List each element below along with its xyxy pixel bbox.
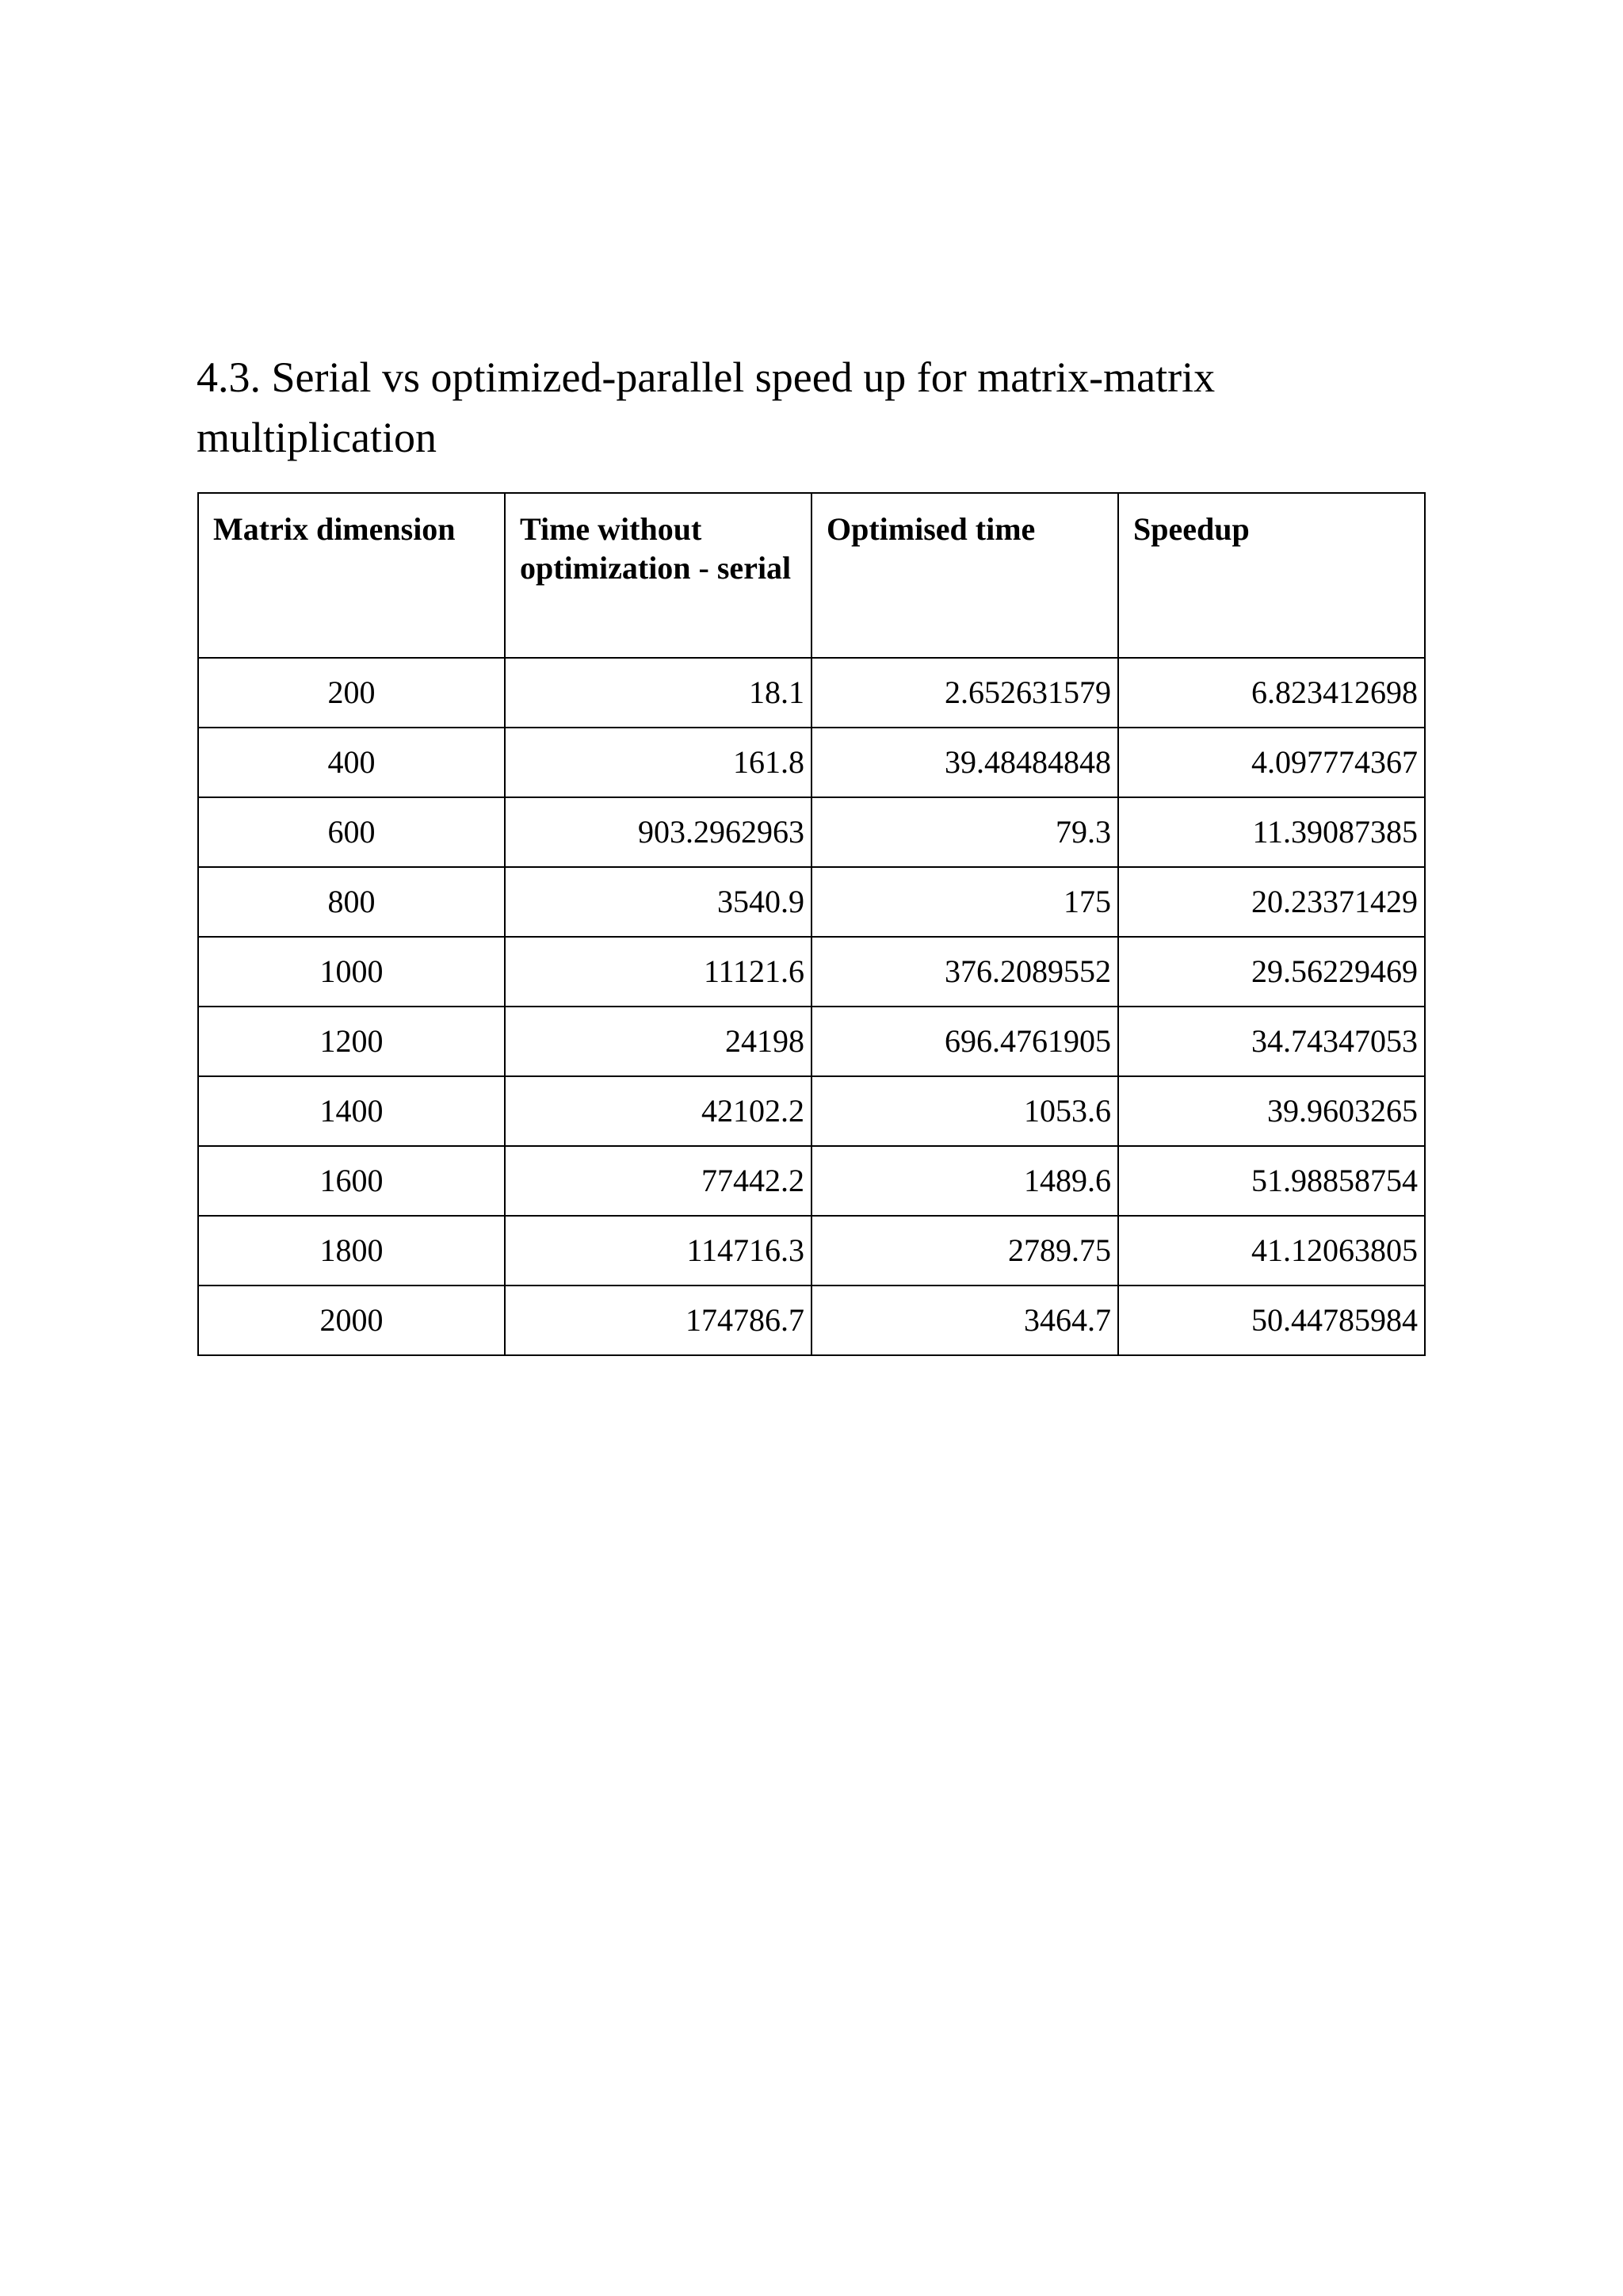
- table-row: [198, 1146, 1425, 1216]
- table-row: [198, 658, 1425, 728]
- cell-speedup: 51.98858754: [1118, 1146, 1425, 1216]
- table-row: [198, 937, 1425, 1007]
- cell-speedup: 50.44785984: [1118, 1286, 1425, 1355]
- cell-serial-time: 161.8: [505, 728, 812, 797]
- table-row: [198, 867, 1425, 937]
- cell-serial-time: 114716.3: [505, 1216, 812, 1286]
- cell-matrix-dimension: 1600: [198, 1146, 505, 1216]
- cell-optimised-time: 1489.6: [812, 1146, 1118, 1216]
- cell-optimised-time: 2.652631579: [812, 658, 1118, 728]
- cell-matrix-dimension: 2000: [198, 1286, 505, 1355]
- cell-speedup: 39.9603265: [1118, 1076, 1425, 1146]
- cell-speedup: 20.23371429: [1118, 867, 1425, 937]
- header-optimised-time: Optimised time: [812, 493, 1118, 658]
- cell-serial-time: 903.2962963: [505, 797, 812, 867]
- speedup-table: [197, 492, 1426, 1356]
- cell-matrix-dimension: 800: [198, 867, 505, 937]
- cell-serial-time: 174786.7: [505, 1286, 812, 1355]
- cell-speedup: 4.097774367: [1118, 728, 1425, 797]
- section-heading: 4.3. Serial vs optimized-parallel speed up for matrix-matrix multiplication: [197, 353, 1216, 461]
- cell-optimised-time: 39.48484848: [812, 728, 1118, 797]
- table-header-row: [198, 493, 1425, 658]
- cell-serial-time: 3540.9: [505, 867, 812, 937]
- cell-speedup: 6.823412698: [1118, 658, 1425, 728]
- cell-matrix-dimension: 400: [198, 728, 505, 797]
- cell-optimised-time: 175: [812, 867, 1118, 937]
- cell-optimised-time: 2789.75: [812, 1216, 1118, 1286]
- header-time-without-optimization: Time without optimization - serial: [505, 493, 812, 658]
- cell-speedup: 41.12063805: [1118, 1216, 1425, 1286]
- cell-optimised-time: 696.4761905: [812, 1007, 1118, 1076]
- table-row: [198, 1007, 1425, 1076]
- cell-serial-time: 42102.2: [505, 1076, 812, 1146]
- table-row: [198, 797, 1425, 867]
- cell-matrix-dimension: 600: [198, 797, 505, 867]
- cell-speedup: 29.56229469: [1118, 937, 1425, 1007]
- cell-matrix-dimension: 1200: [198, 1007, 505, 1076]
- cell-speedup: 11.39087385: [1118, 797, 1425, 867]
- cell-matrix-dimension: 1400: [198, 1076, 505, 1146]
- cell-matrix-dimension: 1800: [198, 1216, 505, 1286]
- table-row: [198, 1216, 1425, 1286]
- cell-serial-time: 18.1: [505, 658, 812, 728]
- cell-optimised-time: 376.2089552: [812, 937, 1118, 1007]
- table-row: [198, 1076, 1425, 1146]
- header-speedup: Speedup: [1118, 493, 1425, 658]
- cell-serial-time: 11121.6: [505, 937, 812, 1007]
- cell-matrix-dimension: 1000: [198, 937, 505, 1007]
- cell-serial-time: 77442.2: [505, 1146, 812, 1216]
- cell-speedup: 34.74347053: [1118, 1007, 1425, 1076]
- cell-serial-time: 24198: [505, 1007, 812, 1076]
- table-row: [198, 728, 1425, 797]
- cell-optimised-time: 3464.7: [812, 1286, 1118, 1355]
- cell-matrix-dimension: 200: [198, 658, 505, 728]
- header-matrix-dimension: Matrix dimension: [198, 493, 505, 658]
- cell-optimised-time: 1053.6: [812, 1076, 1118, 1146]
- table-row: [198, 1286, 1425, 1355]
- cell-optimised-time: 79.3: [812, 797, 1118, 867]
